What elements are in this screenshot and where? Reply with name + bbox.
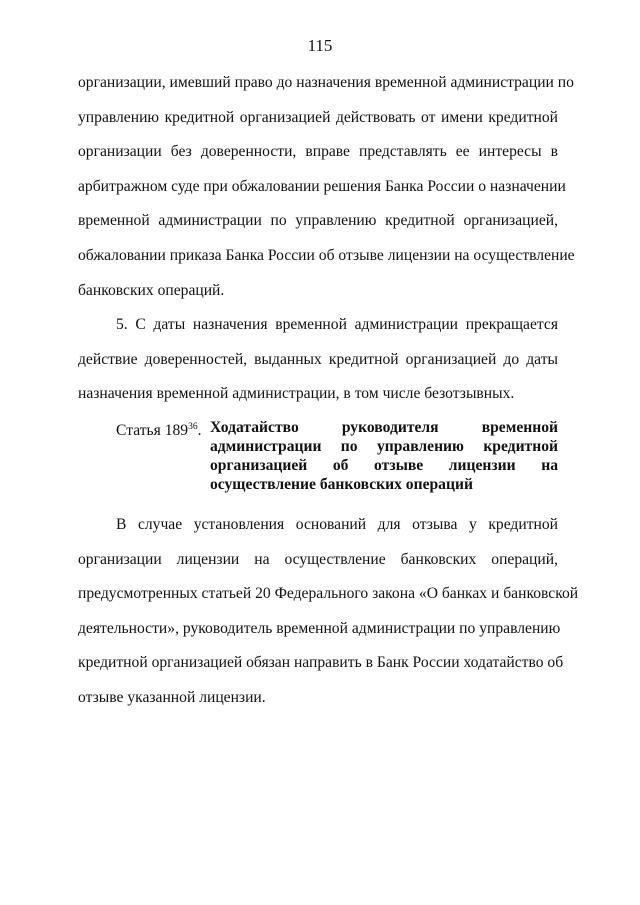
text-line: арбитражном суде при обжаловании решения Банка России о назначении	[78, 177, 566, 195]
article-label-text: Статья 189	[116, 422, 189, 439]
text-line: банковских операций.	[78, 281, 225, 299]
text-line: временной администрации по управлению кредитной организацией,	[78, 212, 558, 230]
text-line: кредитной организацией обязан направить в Банк России ходатайство об	[78, 654, 564, 672]
page-number: 115	[307, 36, 333, 55]
paragraph-1	[78, 66, 575, 308]
article-title-line: организацией об отзыве лицензии на	[210, 457, 558, 474]
text-line: предусмотренных статьей 20 Федерального закона «О банках и банковской	[78, 585, 579, 603]
article-label-superscript: 36	[188, 422, 198, 432]
text-line: назначения временной администрации, в том числе безотзывных.	[78, 385, 515, 403]
paragraph-2	[78, 308, 558, 412]
text-line: управлению кредитной организацией действовать от имени кредитной	[78, 108, 558, 126]
text-line: отзыве указанной лицензии.	[78, 688, 266, 706]
text-line: организации, имевший право до назначения временной администрации по	[78, 74, 574, 91]
article-title-line: Ходатайство руководителя временной	[210, 419, 558, 436]
text-line: действие доверенностей, выданных кредитной организацией до даты	[78, 350, 558, 368]
text-line: деятельности», руководитель временной администрации по управлению	[78, 619, 561, 637]
text-line: В случае установления оснований для отзыва у кредитной	[116, 516, 558, 533]
text-line: обжаловании приказа Банка России об отзыве лицензии на осуществление	[78, 246, 575, 264]
text-line: организации без доверенности, вправе представлять ее интересы в	[78, 143, 558, 161]
text-line: организации лицензии на осуществление банковских операций,	[78, 550, 558, 568]
article-title-line: администрации по управлению кредитной	[210, 438, 558, 455]
article-label-suffix: .	[197, 422, 202, 439]
paragraph-3	[78, 508, 579, 716]
article-title-line: осуществление банковских операций	[210, 476, 473, 493]
text-line: 5. С даты назначения временной администрации прекращается	[116, 316, 558, 333]
article-title	[210, 418, 558, 494]
article-label	[116, 418, 202, 440]
